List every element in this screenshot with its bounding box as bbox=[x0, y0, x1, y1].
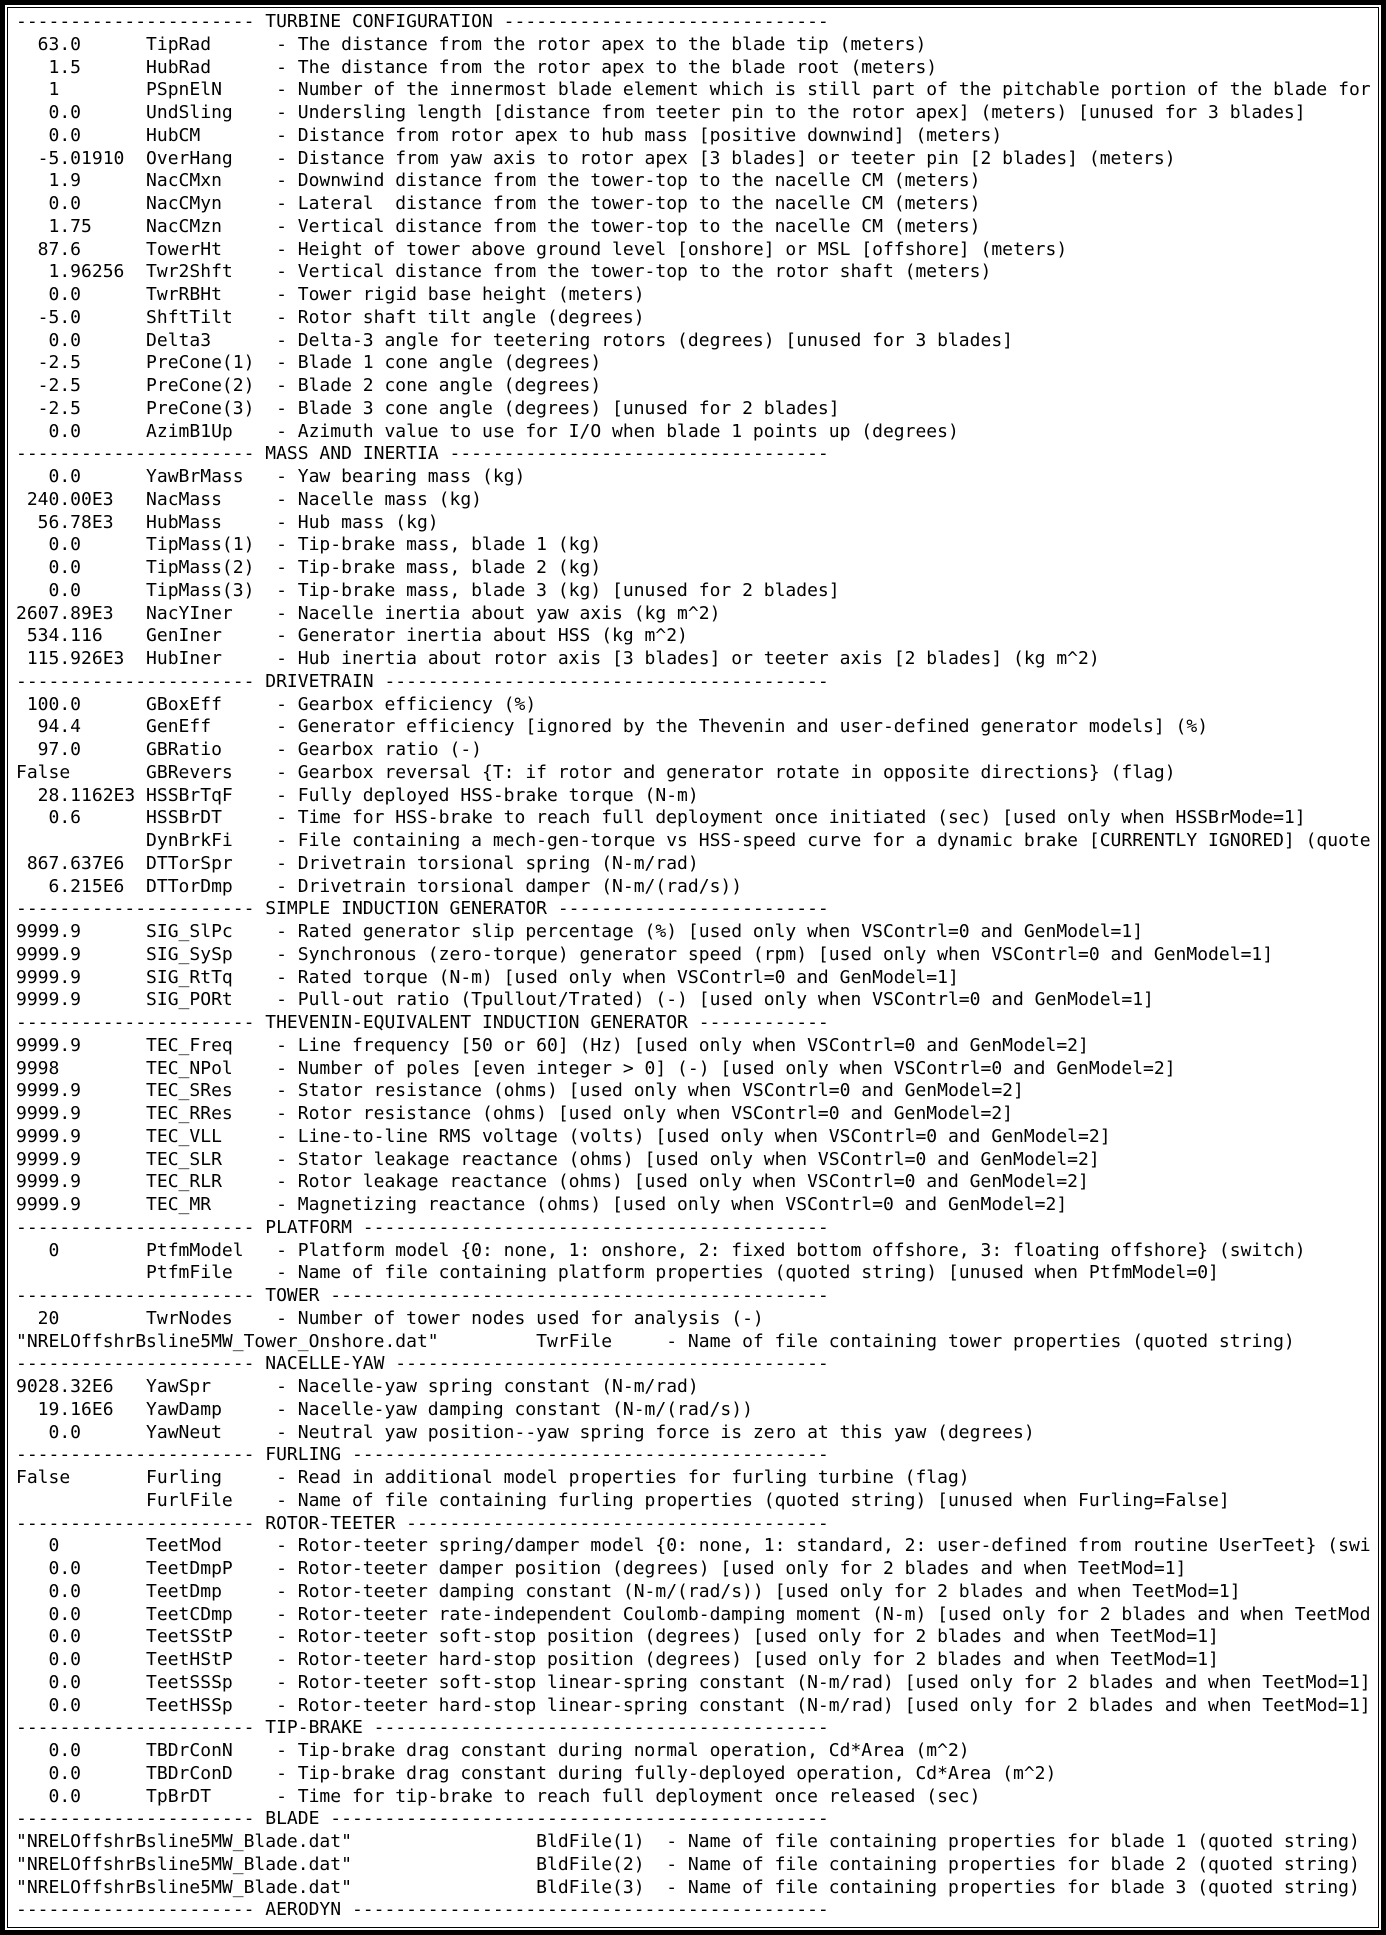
file-line: 9998 TEC_NPol - Number of poles [even integer > 0] (-) [used only when VSContrl=0 and GenModel=2] bbox=[16, 1057, 1176, 1079]
file-line: 0.0 NacCMyn - Lateral distance from the tower-top to the nacelle CM (meters) bbox=[16, 193, 981, 214]
file-line: 100.0 GBoxEff - Gearbox efficiency (%) bbox=[16, 693, 537, 715]
file-line: -2.5 PreCone(1) - Blade 1 cone angle (degrees) bbox=[16, 352, 602, 374]
file-line: 0.0 TeetSStP - Rotor-teeter soft-stop position (degrees) [used only for 2 blades and when TeetMod=1] bbox=[16, 1626, 1219, 1648]
file-line: 115.926E3 HubIner - Hub inertia about rotor axis [3 blades] or teeter axis [2 blades] (kg m^2) bbox=[16, 648, 1100, 669]
file-line: 28.1162E3 HSSBrTqF - Fully deployed HSS-brake torque (N-m) bbox=[16, 784, 699, 806]
file-line: 87.6 TowerHt - Height of tower above ground level [onshore] or MSL [offshore] (meters) bbox=[16, 238, 1068, 260]
file-line: ---------------------- AERODYN -------------------------------------------- bbox=[16, 1899, 829, 1921]
file-line: ---------------------- ROTOR-TEETER --------------------------------------- bbox=[16, 1512, 829, 1534]
document-inner-border bbox=[7, 7, 1379, 1928]
file-line: False GBRevers - Gearbox reversal {T: if rotor and generator rotate in opposite directions} (flag) bbox=[16, 761, 1176, 783]
file-line: 9999.9 SIG_SlPc - Rated generator slip percentage (%) [used only when VSContrl=0 and GenModel=1] bbox=[16, 921, 1144, 942]
file-line: 0.0 TipMass(1) - Tip-brake mass, blade 1 (kg) bbox=[16, 534, 602, 556]
file-line: 0.0 TBDrConN - Tip-brake drag constant during normal operation, Cd*Area (m^2) bbox=[16, 1740, 970, 1761]
file-line: 1.75 NacCMzn - Vertical distance from the tower-top to the nacelle CM (meters) bbox=[16, 215, 981, 237]
file-line: 0.0 YawNeut - Neutral yaw position--yaw spring force is zero at this yaw (degrees) bbox=[16, 1421, 1035, 1443]
file-line: 0.0 TeetDmpP - Rotor-teeter damper position (degrees) [used only for 2 blades and when TeetMod=1] bbox=[16, 1558, 1187, 1579]
file-line: -2.5 PreCone(3) - Blade 3 cone angle (degrees) [unused for 2 blades] bbox=[16, 397, 840, 419]
file-line: 9999.9 TEC_VLL - Line-to-line RMS voltage (volts) [used only when VSContrl=0 and GenModel=2] bbox=[16, 1125, 1111, 1147]
file-line: 0.0 Delta3 - Delta-3 angle for teetering rotors (degrees) [unused for 3 blades] bbox=[16, 329, 1013, 351]
file-line: 0.0 TipMass(3) - Tip-brake mass, blade 3 (kg) [unused for 2 blades] bbox=[16, 579, 840, 601]
file-line: 0.0 TeetSSSp - Rotor-teeter soft-stop linear-spring constant (N-m/rad) [used only for 2 blades and when TeetMod=1] bbox=[16, 1671, 1371, 1693]
file-line: 0.0 TwrRBHt - Tower rigid base height (meters) bbox=[16, 284, 645, 305]
file-line: ---------------------- NACELLE-YAW ---------------------------------------- bbox=[16, 1353, 829, 1375]
file-line: ---------------------- MASS AND INERTIA ----------------------------------- bbox=[16, 443, 829, 465]
file-line: 2607.89E3 NacYIner - Nacelle inertia about yaw axis (kg m^2) bbox=[16, 602, 721, 624]
file-line: 6.215E6 DTTorDmp - Drivetrain torsional damper (N-m/(rad/s)) bbox=[16, 875, 743, 897]
file-line: 9999.9 TEC_MR - Magnetizing reactance (ohms) [used only when VSContrl=0 and GenModel=2] bbox=[16, 1194, 1068, 1215]
file-line: 20 TwrNodes - Number of tower nodes used for analysis (-) bbox=[16, 1307, 764, 1329]
file-line: 9999.9 SIG_PORt - Pull-out ratio (Tpullout/Trated) (-) [used only when VSContrl=0 and GenModel=1] bbox=[16, 989, 1154, 1011]
file-line: 56.78E3 HubMass - Hub mass (kg) bbox=[16, 511, 439, 533]
file-content bbox=[16, 11, 1378, 1922]
file-line: ---------------------- FURLING -------------------------------------------- bbox=[16, 1444, 829, 1466]
file-line: 0.0 TeetDmp - Rotor-teeter damping constant (N-m/(rad/s)) [used only for 2 blades and when TeetMod=1] bbox=[16, 1580, 1241, 1602]
file-line: 9999.9 SIG_RtTq - Rated torque (N-m) [used only when VSContrl=0 and GenModel=1] bbox=[16, 966, 959, 988]
file-line: ---------------------- SIMPLE INDUCTION GENERATOR ------------------------- bbox=[16, 898, 829, 920]
file-line: "NRELOffshrBsline5MW_Blade.dat" BldFile(2) - Name of file containing properties for blade 2 (quoted string) bbox=[16, 1853, 1360, 1875]
file-line: 0.0 AzimB1Up - Azimuth value to use for I/O when blade 1 points up (degrees) bbox=[16, 420, 959, 442]
file-line: 534.116 GenIner - Generator inertia about HSS (kg m^2) bbox=[16, 625, 688, 647]
file-line: 9999.9 TEC_SLR - Stator leakage reactance (ohms) [used only when VSContrl=0 and GenModel=2] bbox=[16, 1148, 1100, 1170]
file-line: DynBrkFi - File containing a mech-gen-torque vs HSS-speed curve for a dynamic brake [CURRENTLY IGNORED] (quote bbox=[16, 830, 1371, 851]
file-line: FurlFile - Name of file containing furling properties (quoted string) [unused when Furling=False] bbox=[16, 1489, 1230, 1511]
file-line: 9999.9 SIG_SySp - Synchronous (zero-torque) generator speed (rpm) [used only when VSContrl=0 and GenModel=1] bbox=[16, 943, 1274, 965]
file-line: 1 PSpnElN - Number of the innermost blade element which is still part of the pitchable portion of the blade for bbox=[16, 79, 1371, 101]
file-line: 1.96256 Twr2Shft - Vertical distance from the tower-top to the rotor shaft (meters) bbox=[16, 261, 992, 283]
file-line: False Furling - Read in additional model properties for furling turbine (flag) bbox=[16, 1467, 970, 1488]
file-line: 19.16E6 YawDamp - Nacelle-yaw damping constant (N-m/(rad/s)) bbox=[16, 1398, 753, 1420]
file-line: 0.0 TipMass(2) - Tip-brake mass, blade 2 (kg) bbox=[16, 557, 602, 578]
file-line: PtfmFile - Name of file containing platform properties (quoted string) [unused when PtfmModel=0] bbox=[16, 1262, 1219, 1284]
file-line: "NRELOffshrBsline5MW_Tower_Onshore.dat" TwrFile - Name of file containing tower properties (quoted string) bbox=[16, 1330, 1295, 1352]
file-line: 1.5 HubRad - The distance from the rotor apex to the blade root (meters) bbox=[16, 56, 938, 78]
file-line: -5.0 ShftTilt - Rotor shaft tilt angle (degrees) bbox=[16, 306, 645, 328]
file-line: "NRELOffshrBsline5MW_Blade.dat" BldFile(3) - Name of file containing properties for blade 3 (quoted string) bbox=[16, 1876, 1360, 1898]
file-line: -2.5 PreCone(2) - Blade 2 cone angle (degrees) bbox=[16, 375, 602, 396]
file-line: ---------------------- TIP-BRAKE ------------------------------------------ bbox=[16, 1717, 829, 1739]
file-line: 0 TeetMod - Rotor-teeter spring/damper model {0: none, 1: standard, 2: user-defined from routine UserTeet} (swi bbox=[16, 1535, 1371, 1557]
file-line: 0 PtfmModel - Platform model {0: none, 1: onshore, 2: fixed bottom offshore, 3: floating offshore} (switch) bbox=[16, 1239, 1306, 1261]
file-line: 867.637E6 DTTorSpr - Drivetrain torsional spring (N-m/rad) bbox=[16, 852, 699, 874]
file-line: 0.6 HSSBrDT - Time for HSS-brake to reach full deployment once initiated (sec) [used only when HSSBrMode=1] bbox=[16, 807, 1306, 829]
file-line: 9028.32E6 YawSpr - Nacelle-yaw spring constant (N-m/rad) bbox=[16, 1376, 699, 1397]
file-line: 97.0 GBRatio - Gearbox ratio (-) bbox=[16, 739, 482, 760]
file-line: 9999.9 TEC_Freq - Line frequency [50 or 60] (Hz) [used only when VSContrl=0 and GenModel=2] bbox=[16, 1034, 1089, 1056]
file-line: -5.01910 OverHang - Distance from yaw axis to rotor apex [3 blades] or teeter pin [2 blades] (meters) bbox=[16, 147, 1176, 169]
file-line: ---------------------- TOWER ---------------------------------------------- bbox=[16, 1285, 829, 1306]
file-line: 9999.9 TEC_RLR - Rotor leakage reactance (ohms) [used only when VSContrl=0 and GenModel=2] bbox=[16, 1171, 1089, 1193]
file-line: ---------------------- PLATFORM ------------------------------------------- bbox=[16, 1216, 829, 1238]
file-line: 63.0 TipRad - The distance from the rotor apex to the blade tip (meters) bbox=[16, 33, 927, 55]
file-line: ---------------------- THEVENIN-EQUIVALENT INDUCTION GENERATOR ------------ bbox=[16, 1012, 829, 1033]
file-line: ---------------------- TURBINE CONFIGURATION ------------------------------ bbox=[16, 11, 829, 32]
file-line: "NRELOffshrBsline5MW_Blade.dat" BldFile(1) - Name of file containing properties for blade 1 (quoted string) bbox=[16, 1831, 1360, 1852]
file-line: 240.00E3 NacMass - Nacelle mass (kg) bbox=[16, 488, 482, 510]
file-line: 0.0 TBDrConD - Tip-brake drag constant during fully-deployed operation, Cd*Area (m^2) bbox=[16, 1762, 1057, 1784]
file-line: ---------------------- DRIVETRAIN ----------------------------------------- bbox=[16, 670, 829, 692]
file-line: 0.0 YawBrMass - Yaw bearing mass (kg) bbox=[16, 466, 526, 487]
file-line: 1.9 NacCMxn - Downwind distance from the tower-top to the nacelle CM (meters) bbox=[16, 170, 981, 192]
file-line: 0.0 HubCM - Distance from rotor apex to hub mass [positive downwind] (meters) bbox=[16, 124, 1003, 146]
file-line: 9999.9 TEC_RRes - Rotor resistance (ohms) [used only when VSContrl=0 and GenModel=2] bbox=[16, 1103, 1013, 1124]
file-line: 0.0 TpBrDT - Time for tip-brake to reach full deployment once released (sec) bbox=[16, 1785, 981, 1807]
file-line: 9999.9 TEC_SRes - Stator resistance (ohms) [used only when VSContrl=0 and GenModel=2] bbox=[16, 1080, 1024, 1102]
file-line: 0.0 UndSling - Undersling length [distance from teeter pin to the rotor apex] (meters) [unused for 3 blades] bbox=[16, 102, 1306, 123]
file-line: ---------------------- BLADE ---------------------------------------------- bbox=[16, 1808, 829, 1830]
file-line: 0.0 TeetHSSp - Rotor-teeter hard-stop linear-spring constant (N-m/rad) [used only for 2 blades and when TeetMod=1] bbox=[16, 1694, 1371, 1716]
file-line: 94.4 GenEff - Generator efficiency [ignored by the Thevenin and user-defined generator models] (%) bbox=[16, 716, 1209, 738]
file-line: 0.0 TeetCDmp - Rotor-teeter rate-independent Coulomb-damping moment (N-m) [used only for 2 blades and when TeetMod bbox=[16, 1603, 1371, 1625]
file-line: 0.0 TeetHStP - Rotor-teeter hard-stop position (degrees) [used only for 2 blades and when TeetMod=1] bbox=[16, 1649, 1219, 1670]
